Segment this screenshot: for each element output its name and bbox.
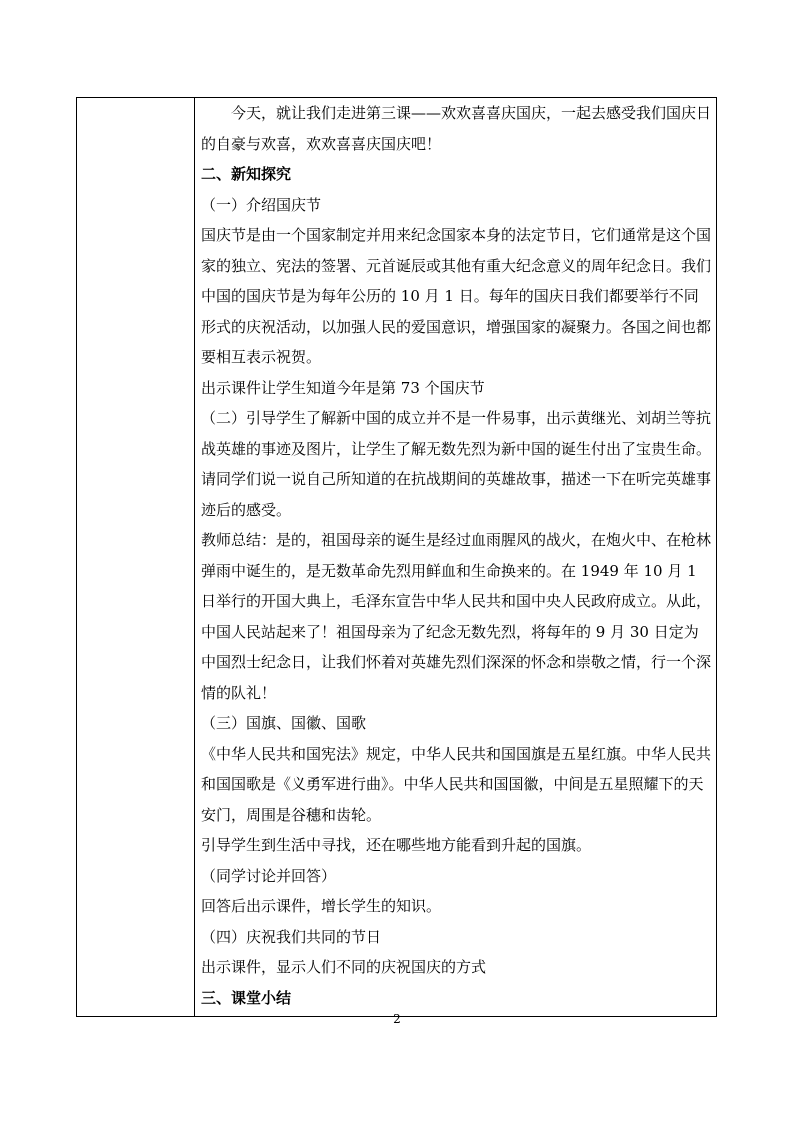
table-left-column [77, 98, 195, 1016]
paragraph-national-day: 国庆节是由一个国家制定并用来纪念国家本身的法定节日，它们通常是这个国家的独立、宪法的签署、元首诞辰或其他有重大纪念意义的周年纪念日。我们中国的国庆节是为每年公历的 10 月 1 日。每年的国庆日我们都要举行不同形式的庆祝活动，以加强人民的爱国意识，增强国家的凝聚力。各国之间也都要相互表示祝贺。 [201, 226, 712, 366]
subheading-celebrate: （四）庆祝我们共同的节日 [201, 927, 382, 946]
table-content-cell [201, 98, 713, 1013]
paragraph-teacher-summary: 教师总结：是的，祖国母亲的诞生是经过血雨腥风的战火，在炮火中、在枪林弹雨中诞生的，是无数革命先烈用鲜血和生命换来的。在 1949 年 10 月 1 日举行的开国大典上，毛泽东宣告中华人民共和国中央人民政府成立。从此，中国人民站起来了！祖国母亲为了纪念无数先烈，将每年的 9 月 30 日定为中国烈士纪念日，让我们怀着对英雄先烈们深深的怀念和崇敬之情，行一个深情的队礼！ [201, 531, 712, 702]
paragraph-constitution: 《中华人民共和国宪法》规定，中华人民共和国国旗是五星红旗。中华人民共和国国歌是《义勇军进行曲》。中华人民共和国国徽，中间是五星照耀下的天安门，周围是谷穗和齿轮。 [201, 744, 712, 824]
page-number: 2 [393, 1012, 401, 1026]
paragraph-intro: 今天，就让我们走进第三课——欢欢喜喜庆国庆，一起去感受我们国庆日的自豪与欢喜，欢欢喜喜庆国庆吧！ [201, 104, 712, 153]
paragraph-heroes: （二）引导学生了解新中国的成立并不是一件易事，出示黄继光、刘胡兰等抗战英雄的事迹及图片，让学生了解无数先烈为新中国的诞生付出了宝贵生命。 [201, 409, 712, 458]
section-heading-new-knowledge: 二、新知探究 [201, 165, 292, 183]
paragraph-hero-stories: 请同学们说一说自己所知道的在抗战期间的英雄故事，描述一下在听完英雄事迹后的感受。 [201, 470, 712, 519]
lesson-table [76, 97, 717, 1017]
paragraph-courseware: 回答后出示课件，增长学生的知识。 [201, 897, 442, 915]
paragraph-celebration-ways: 出示课件，显示人们不同的庆祝国庆的方式 [201, 958, 487, 976]
paragraph-discussion: （同学讨论并回答） [201, 866, 337, 885]
subheading-flag-emblem-anthem: （三）国旗、国徽、国歌 [201, 714, 367, 732]
paragraph-find-flag: 引导学生到生活中寻找，还在哪些地方能看到升起的国旗。 [201, 836, 592, 854]
section-heading-summary: 三、课堂小结 [201, 988, 292, 1007]
subheading-national-day: （一）介绍国庆节 [201, 195, 322, 214]
paragraph-73rd: 出示课件让学生知道今年是第 73 个国庆节 [201, 378, 485, 397]
